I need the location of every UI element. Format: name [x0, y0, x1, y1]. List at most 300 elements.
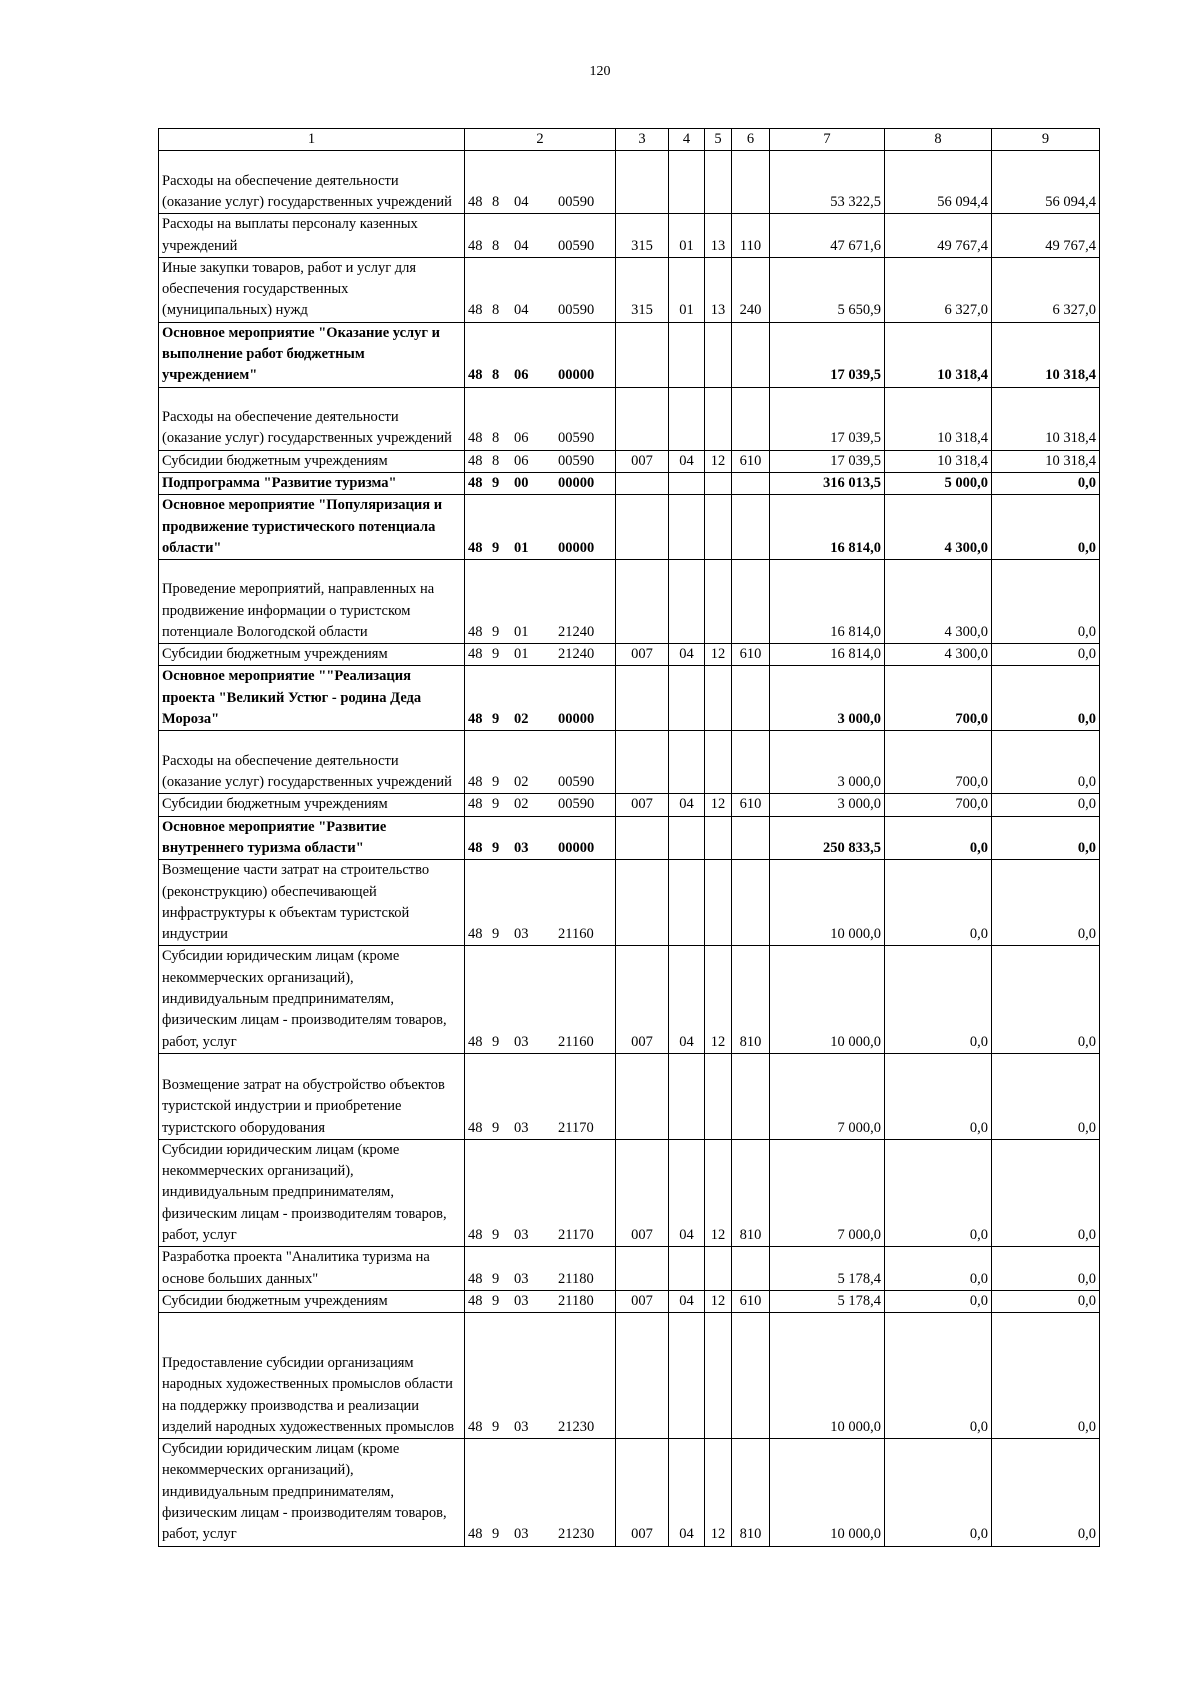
row-value-9: 0,0: [992, 1247, 1100, 1291]
code-part-c: 06: [514, 367, 529, 384]
row-value-8: 0,0: [885, 946, 992, 1053]
row-value-8: 0,0: [885, 1290, 992, 1312]
row-section: 04: [669, 1139, 705, 1246]
code-part-a: 48: [468, 1270, 483, 1287]
code-part-b: 9: [492, 926, 500, 943]
row-expense-type: [732, 322, 770, 387]
code-part-d: 21170: [558, 1119, 594, 1136]
code-part-d: 00000: [558, 839, 595, 856]
row-section: [669, 151, 705, 214]
table-row: [159, 495, 1100, 560]
row-value-7: 16 814,0: [770, 560, 885, 644]
code-part-d: 21160: [558, 926, 594, 943]
row-grbs: 315: [616, 214, 669, 258]
code-part-b: 9: [492, 623, 500, 640]
row-value-8: 700,0: [885, 731, 992, 794]
row-value-9: 0,0: [992, 472, 1100, 494]
row-expense-type: [732, 666, 770, 731]
row-code: [465, 816, 616, 860]
row-grbs: 007: [616, 946, 669, 1053]
row-grbs: 007: [616, 1290, 669, 1312]
row-value-9: 0,0: [992, 495, 1100, 560]
row-code: [465, 560, 616, 644]
row-expense-type: 110: [732, 214, 770, 258]
code-part-c: 04: [514, 194, 529, 210]
header-cell: 4: [669, 129, 705, 151]
row-name: Субсидии юридическим лицам (кроме некоммерческих организаций), индивидуальным предпринимателям, физическим лицам - производителям товаров, работ, услуг: [159, 1439, 465, 1546]
header-cell: 3: [616, 129, 669, 151]
code-part-b: 9: [492, 1119, 500, 1136]
row-code: [465, 794, 616, 816]
row-value-8: 0,0: [885, 1053, 992, 1139]
row-subsection: 13: [705, 214, 732, 258]
row-expense-type: 810: [732, 1139, 770, 1246]
table-row: [159, 860, 1100, 946]
row-subsection: [705, 151, 732, 214]
code-part-b: 8: [492, 194, 500, 210]
code-part-b: 9: [492, 1270, 500, 1287]
row-value-8: 56 094,4: [885, 151, 992, 214]
row-expense-type: [732, 560, 770, 644]
row-expense-type: 810: [732, 946, 770, 1053]
code-part-a: 48: [468, 1226, 483, 1243]
row-code: [465, 450, 616, 472]
code-part-a: 48: [468, 452, 483, 469]
row-name: Субсидии бюджетным учреждениям: [159, 450, 465, 472]
code-part-c: 01: [514, 539, 529, 556]
row-name: Проведение мероприятий, направленных на продвижение информации о туристском потенциале Вологодской области: [159, 560, 465, 644]
code-part-b: 9: [492, 646, 500, 663]
row-grbs: 007: [616, 450, 669, 472]
row-expense-type: 810: [732, 1439, 770, 1546]
code-part-a: 48: [468, 302, 483, 319]
row-expense-type: [732, 387, 770, 450]
row-value-9: 0,0: [992, 560, 1100, 644]
row-value-9: 0,0: [992, 860, 1100, 946]
row-value-7: 10 000,0: [770, 860, 885, 946]
row-subsection: 12: [705, 1290, 732, 1312]
row-section: 04: [669, 946, 705, 1053]
row-grbs: 007: [616, 794, 669, 816]
row-value-7: 3 000,0: [770, 666, 885, 731]
table-row: [159, 257, 1100, 322]
row-expense-type: [732, 731, 770, 794]
code-part-c: 06: [514, 452, 529, 469]
row-value-7: 3 000,0: [770, 794, 885, 816]
code-part-c: 02: [514, 774, 529, 791]
row-grbs: 007: [616, 1439, 669, 1546]
row-section: [669, 472, 705, 494]
row-expense-type: [732, 1313, 770, 1439]
row-code: [465, 387, 616, 450]
row-value-7: 47 671,6: [770, 214, 885, 258]
table-row: [159, 450, 1100, 472]
row-grbs: [616, 1053, 669, 1139]
code-part-a: 48: [468, 474, 483, 491]
row-subsection: [705, 666, 732, 731]
header-cell: 6: [732, 129, 770, 151]
row-value-7: 7 000,0: [770, 1139, 885, 1246]
table-row: [159, 794, 1100, 816]
row-section: [669, 860, 705, 946]
code-part-b: 9: [492, 1033, 500, 1050]
table-row: [159, 644, 1100, 666]
code-part-b: 9: [492, 1292, 500, 1309]
code-part-d: 00000: [558, 539, 595, 556]
code-part-b: 9: [492, 1226, 500, 1243]
header-cell: 7: [770, 129, 885, 151]
row-value-8: 10 318,4: [885, 322, 992, 387]
code-part-b: 8: [492, 430, 500, 447]
row-subsection: 12: [705, 450, 732, 472]
code-part-c: 01: [514, 623, 529, 640]
row-subsection: [705, 1053, 732, 1139]
code-part-b: 9: [492, 1526, 500, 1543]
row-expense-type: [732, 151, 770, 214]
row-grbs: [616, 151, 669, 214]
row-value-9: 0,0: [992, 1290, 1100, 1312]
table-row: [159, 1247, 1100, 1291]
row-value-9: 49 767,4: [992, 214, 1100, 258]
row-grbs: [616, 666, 669, 731]
code-part-a: 48: [468, 1119, 483, 1136]
code-part-a: 48: [468, 539, 483, 556]
row-name: Возмещение затрат на обустройство объектов туристской индустрии и приобретение туристского оборудования: [159, 1053, 465, 1139]
table-header-row: [159, 129, 1100, 151]
row-name: Основное мероприятие "Развитие внутреннего туризма области": [159, 816, 465, 860]
row-grbs: 007: [616, 1139, 669, 1246]
row-value-9: 6 327,0: [992, 257, 1100, 322]
code-part-b: 9: [492, 774, 500, 791]
table-row: [159, 472, 1100, 494]
row-name: Иные закупки товаров, работ и услуг для обеспечения государственных (муниципальных) нужд: [159, 257, 465, 322]
row-value-7: 17 039,5: [770, 450, 885, 472]
code-part-c: 03: [514, 1226, 529, 1243]
table-row: [159, 816, 1100, 860]
row-value-8: 0,0: [885, 1313, 992, 1439]
row-name: Подпрограмма "Развитие туризма": [159, 472, 465, 494]
code-part-b: 9: [492, 839, 500, 856]
row-value-8: 49 767,4: [885, 214, 992, 258]
code-part-b: 9: [492, 1418, 500, 1435]
row-name: Основное мероприятие ""Реализация проекта "Великий Устюг - родина Деда Мороза": [159, 666, 465, 731]
row-name: Расходы на обеспечение деятельности (оказание услуг) государственных учреждений: [159, 387, 465, 450]
row-grbs: [616, 1313, 669, 1439]
row-value-8: 0,0: [885, 860, 992, 946]
row-value-7: 250 833,5: [770, 816, 885, 860]
row-value-9: 0,0: [992, 644, 1100, 666]
code-part-d: 21180: [558, 1270, 594, 1287]
table-row: [159, 322, 1100, 387]
row-value-7: 5 178,4: [770, 1290, 885, 1312]
budget-table: [158, 128, 1100, 1547]
row-section: 01: [669, 257, 705, 322]
code-part-d: 00000: [558, 367, 595, 384]
row-subsection: 12: [705, 1439, 732, 1546]
row-expense-type: 610: [732, 1290, 770, 1312]
row-code: [465, 1139, 616, 1246]
row-value-7: 10 000,0: [770, 1313, 885, 1439]
row-value-9: 0,0: [992, 666, 1100, 731]
table-row: [159, 1290, 1100, 1312]
row-value-8: 0,0: [885, 1139, 992, 1246]
row-expense-type: 610: [732, 794, 770, 816]
code-part-c: 03: [514, 839, 529, 856]
row-value-7: 17 039,5: [770, 322, 885, 387]
row-section: [669, 1247, 705, 1291]
code-part-c: 06: [514, 430, 529, 447]
code-part-a: 48: [468, 1033, 483, 1050]
code-part-b: 8: [492, 237, 500, 254]
code-part-a: 48: [468, 194, 483, 210]
row-subsection: [705, 560, 732, 644]
row-name: Основное мероприятие "Популяризация и продвижение туристического потенциала области": [159, 495, 465, 560]
code-part-c: 03: [514, 1292, 529, 1309]
code-part-a: 48: [468, 1526, 483, 1543]
row-code: [465, 1290, 616, 1312]
header-cell: 9: [992, 129, 1100, 151]
code-part-c: 03: [514, 1270, 529, 1287]
row-section: [669, 387, 705, 450]
row-grbs: [616, 387, 669, 450]
code-part-d: 00590: [558, 796, 595, 813]
row-value-9: 0,0: [992, 1139, 1100, 1246]
row-grbs: [616, 860, 669, 946]
table-row: [159, 151, 1100, 214]
code-part-d: 00590: [558, 452, 595, 469]
code-part-a: 48: [468, 1292, 483, 1309]
row-value-9: 0,0: [992, 816, 1100, 860]
row-grbs: [616, 472, 669, 494]
row-name: Предоставление субсидии организациям народных художественных промыслов области на поддержку производства и реализации изделий народных художественных промыслов: [159, 1313, 465, 1439]
header-cell: 8: [885, 129, 992, 151]
code-part-a: 48: [468, 623, 483, 640]
row-value-8: 6 327,0: [885, 257, 992, 322]
header-cell: 2: [465, 129, 616, 151]
row-grbs: 007: [616, 644, 669, 666]
code-part-b: 9: [492, 711, 500, 728]
row-section: [669, 495, 705, 560]
row-code: [465, 214, 616, 258]
row-value-9: 0,0: [992, 946, 1100, 1053]
row-name: Субсидии бюджетным учреждениям: [159, 1290, 465, 1312]
code-part-d: 21230: [558, 1526, 595, 1543]
table-row: [159, 1439, 1100, 1546]
row-name: Расходы на обеспечение деятельности (оказание услуг) государственных учреждений: [159, 151, 465, 214]
code-part-a: 48: [468, 774, 483, 791]
row-expense-type: [732, 1053, 770, 1139]
code-part-b: 8: [492, 452, 500, 469]
row-value-7: 16 814,0: [770, 495, 885, 560]
row-expense-type: 610: [732, 450, 770, 472]
table-row: [159, 946, 1100, 1053]
code-part-b: 8: [492, 302, 500, 319]
code-part-b: 8: [492, 367, 500, 384]
code-part-c: 03: [514, 1526, 529, 1543]
row-code: [465, 644, 616, 666]
row-value-8: 5 000,0: [885, 472, 992, 494]
row-section: [669, 560, 705, 644]
code-part-d: 00590: [558, 774, 595, 791]
code-part-a: 48: [468, 1418, 483, 1435]
row-value-7: 316 013,5: [770, 472, 885, 494]
row-code: [465, 946, 616, 1053]
row-section: [669, 1053, 705, 1139]
row-value-7: 10 000,0: [770, 1439, 885, 1546]
table-row: [159, 1139, 1100, 1246]
row-expense-type: [732, 1247, 770, 1291]
row-value-9: 0,0: [992, 794, 1100, 816]
row-name: Субсидии бюджетным учреждениям: [159, 644, 465, 666]
table-row: [159, 560, 1100, 644]
row-name: Субсидии юридическим лицам (кроме некоммерческих организаций), индивидуальным предпринимателям, физическим лицам - производителям товаров, работ, услуг: [159, 1139, 465, 1246]
row-expense-type: [732, 472, 770, 494]
row-section: 04: [669, 1290, 705, 1312]
row-value-7: 53 322,5: [770, 151, 885, 214]
row-expense-type: [732, 495, 770, 560]
code-part-d: 00590: [558, 430, 595, 447]
code-part-c: 04: [514, 302, 529, 319]
row-value-9: 0,0: [992, 1313, 1100, 1439]
row-section: 04: [669, 1439, 705, 1546]
row-subsection: 12: [705, 644, 732, 666]
code-part-d: 00000: [558, 711, 595, 728]
row-value-9: 0,0: [992, 1439, 1100, 1546]
code-part-a: 48: [468, 926, 483, 943]
row-value-7: 3 000,0: [770, 731, 885, 794]
row-value-9: 56 094,4: [992, 151, 1100, 214]
row-code: [465, 1247, 616, 1291]
row-name: Субсидии бюджетным учреждениям: [159, 794, 465, 816]
row-section: [669, 322, 705, 387]
row-expense-type: 240: [732, 257, 770, 322]
row-expense-type: [732, 816, 770, 860]
row-value-8: 700,0: [885, 666, 992, 731]
row-value-9: 10 318,4: [992, 387, 1100, 450]
row-value-8: 700,0: [885, 794, 992, 816]
code-part-d: 00590: [558, 302, 595, 319]
row-name: Расходы на выплаты персоналу казенных учреждений: [159, 214, 465, 258]
row-grbs: [616, 322, 669, 387]
row-section: [669, 666, 705, 731]
row-grbs: 315: [616, 257, 669, 322]
code-part-c: 00: [514, 474, 529, 491]
code-part-d: 21240: [558, 646, 595, 663]
code-part-d: 21230: [558, 1418, 595, 1435]
header-cell: 1: [159, 129, 465, 151]
row-subsection: [705, 1313, 732, 1439]
row-code: [465, 731, 616, 794]
row-value-8: 0,0: [885, 816, 992, 860]
row-value-7: 5 178,4: [770, 1247, 885, 1291]
table-row: [159, 1053, 1100, 1139]
row-grbs: [616, 560, 669, 644]
table-row: [159, 731, 1100, 794]
row-value-7: 5 650,9: [770, 257, 885, 322]
row-section: [669, 1313, 705, 1439]
row-subsection: [705, 387, 732, 450]
code-part-c: 04: [514, 237, 529, 254]
row-value-8: 0,0: [885, 1247, 992, 1291]
row-value-8: 0,0: [885, 1439, 992, 1546]
row-subsection: [705, 322, 732, 387]
row-value-7: 10 000,0: [770, 946, 885, 1053]
row-code: [465, 860, 616, 946]
row-code: [465, 322, 616, 387]
row-value-8: 10 318,4: [885, 387, 992, 450]
header-cell: 5: [705, 129, 732, 151]
row-value-9: 10 318,4: [992, 322, 1100, 387]
code-part-a: 48: [468, 711, 483, 728]
row-value-9: 10 318,4: [992, 450, 1100, 472]
code-part-d: 21160: [558, 1033, 594, 1050]
code-part-d: 21180: [558, 1292, 594, 1309]
code-part-c: 03: [514, 1119, 529, 1136]
row-name: Субсидии юридическим лицам (кроме некоммерческих организаций), индивидуальным предпринимателям, физическим лицам - производителям товаров, работ, услуг: [159, 946, 465, 1053]
row-section: [669, 816, 705, 860]
row-code: [465, 495, 616, 560]
code-part-c: 03: [514, 1033, 529, 1050]
row-section: 01: [669, 214, 705, 258]
table-row: [159, 1313, 1100, 1439]
code-part-a: 48: [468, 367, 483, 384]
row-section: 04: [669, 644, 705, 666]
row-name: Основное мероприятие "Оказание услуг и выполнение работ бюджетным учреждением": [159, 322, 465, 387]
table-row: [159, 666, 1100, 731]
row-name: Разработка проекта "Аналитика туризма на основе больших данных": [159, 1247, 465, 1291]
code-part-c: 03: [514, 926, 529, 943]
row-value-8: 4 300,0: [885, 644, 992, 666]
code-part-a: 48: [468, 839, 483, 856]
row-grbs: [616, 816, 669, 860]
row-subsection: [705, 860, 732, 946]
row-value-7: 7 000,0: [770, 1053, 885, 1139]
row-value-7: 16 814,0: [770, 644, 885, 666]
code-part-c: 02: [514, 711, 529, 728]
row-code: [465, 1053, 616, 1139]
row-value-7: 17 039,5: [770, 387, 885, 450]
row-subsection: 12: [705, 946, 732, 1053]
row-value-9: 0,0: [992, 731, 1100, 794]
row-code: [465, 257, 616, 322]
table-row: [159, 214, 1100, 258]
code-part-d: 00590: [558, 237, 595, 254]
row-subsection: [705, 472, 732, 494]
row-subsection: [705, 816, 732, 860]
row-value-8: 4 300,0: [885, 495, 992, 560]
row-subsection: [705, 1247, 732, 1291]
code-part-a: 48: [468, 237, 483, 254]
row-code: [465, 1439, 616, 1546]
row-name: Возмещение части затрат на строительство (реконструкцию) обеспечивающей инфраструктуры к объектам туристской индустрии: [159, 860, 465, 946]
row-code: [465, 151, 616, 214]
code-part-d: 21170: [558, 1226, 594, 1243]
code-part-b: 9: [492, 539, 500, 556]
code-part-d: 00000: [558, 474, 595, 491]
row-subsection: 12: [705, 1139, 732, 1246]
row-code: [465, 666, 616, 731]
row-grbs: [616, 495, 669, 560]
row-expense-type: [732, 860, 770, 946]
row-subsection: [705, 731, 732, 794]
row-section: 04: [669, 450, 705, 472]
code-part-b: 9: [492, 796, 500, 813]
row-section: 04: [669, 794, 705, 816]
code-part-a: 48: [468, 430, 483, 447]
row-name: Расходы на обеспечение деятельности (оказание услуг) государственных учреждений: [159, 731, 465, 794]
page-number: 120: [589, 64, 611, 79]
code-part-a: 48: [468, 646, 483, 663]
